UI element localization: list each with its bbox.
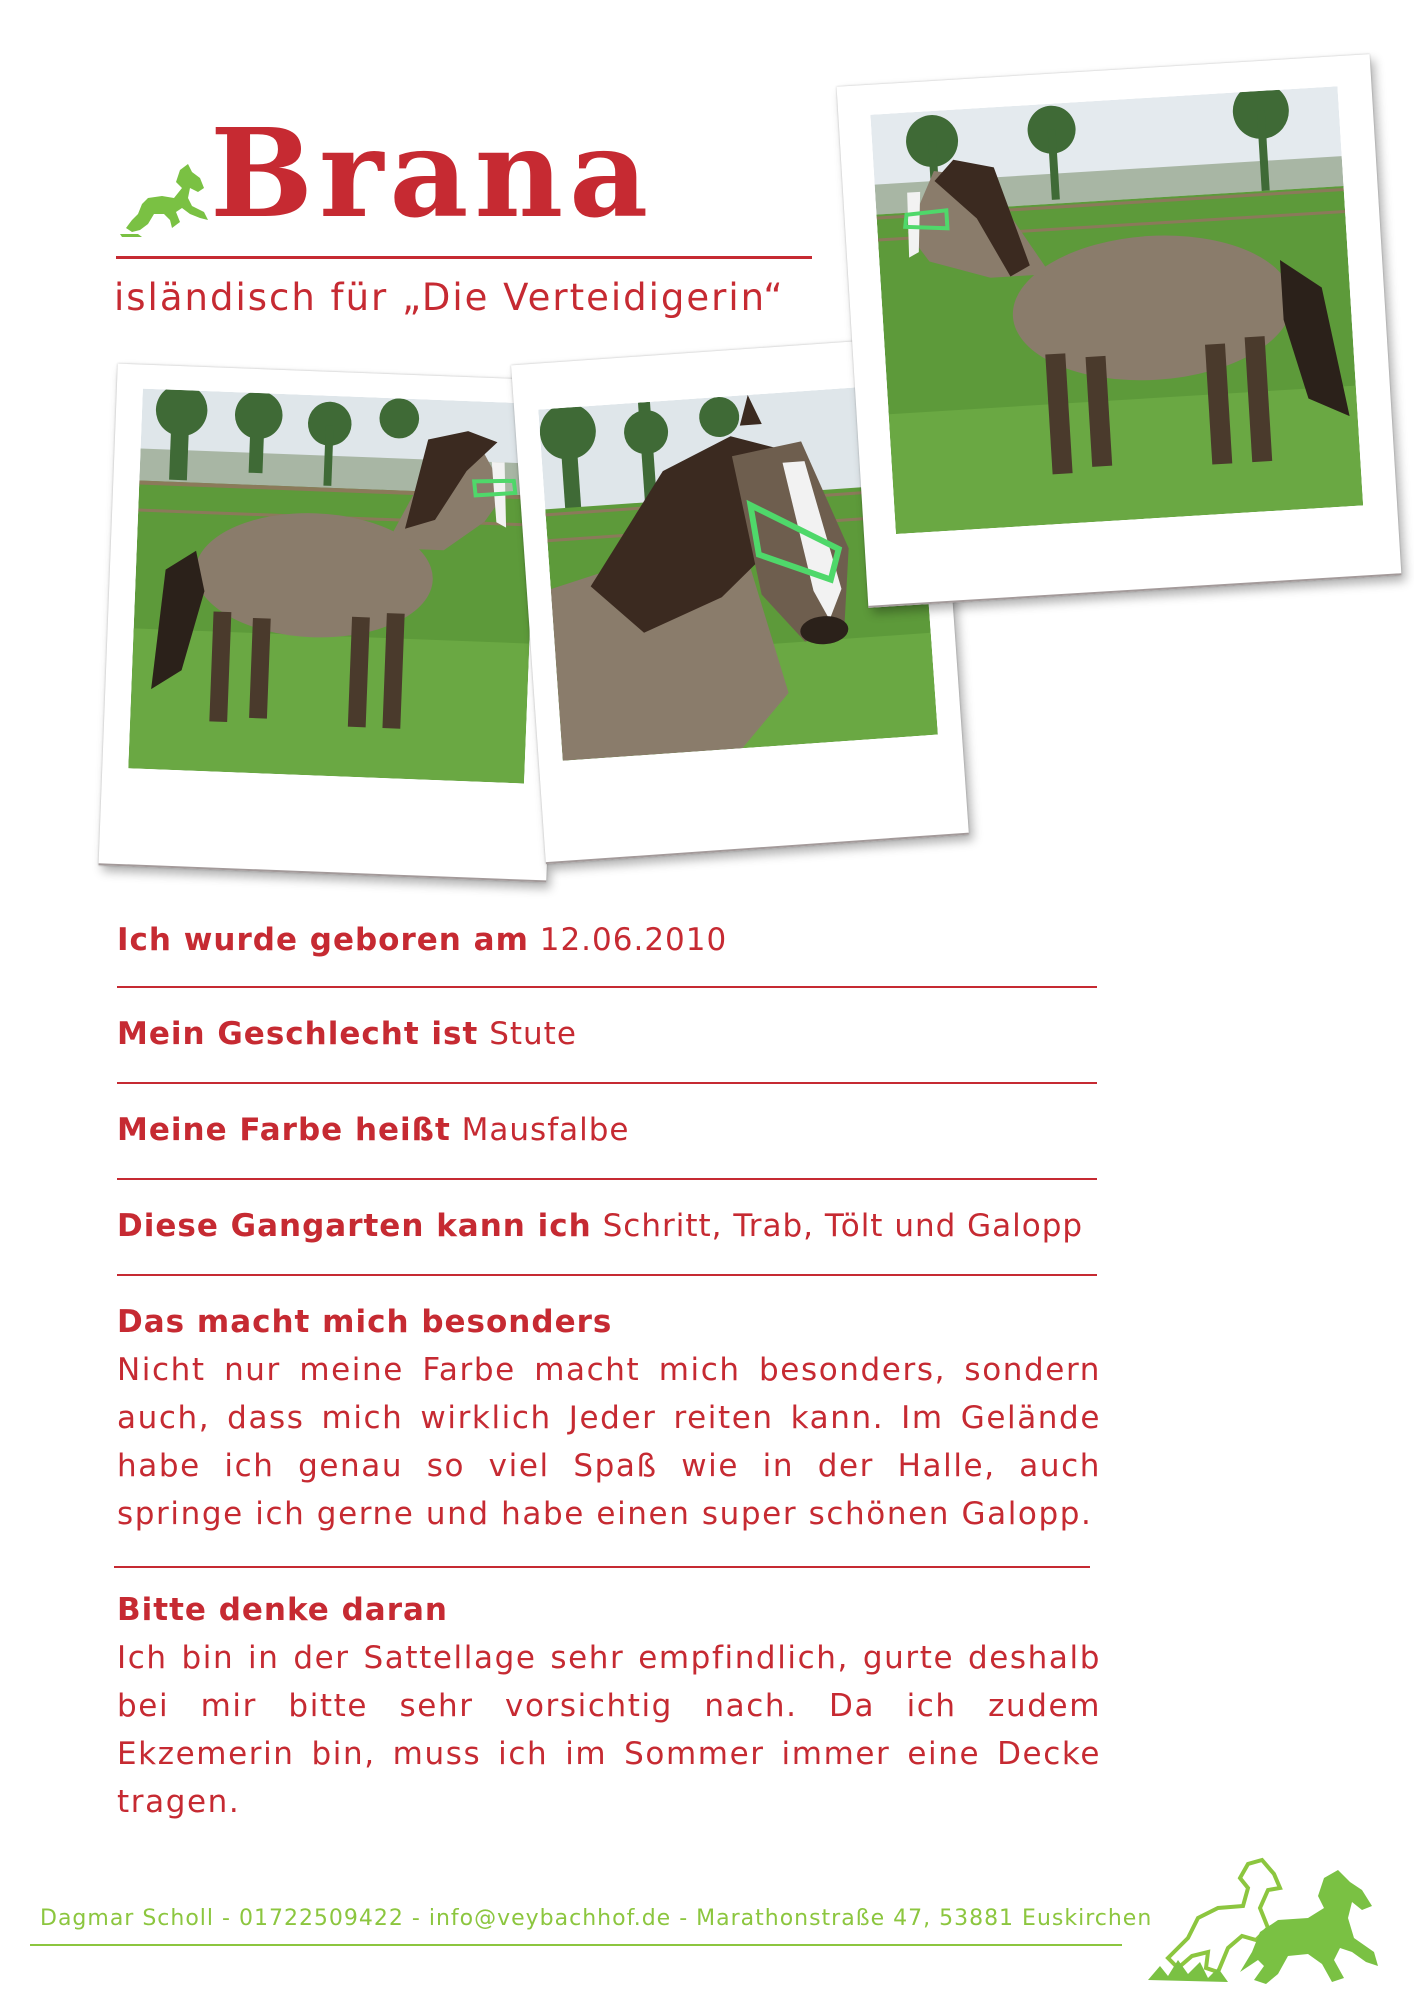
fact-gaits xyxy=(117,1206,1083,1246)
special-text: Nicht nur meine Farbe macht mich besonders, sondern auch, dass mich wirklich Jeder reiten kann. Im Gelände habe ich genau so viel Spaß wie in der Halle, auch springe ich gerne und habe einen super schönen Galopp. xyxy=(117,1352,1101,1532)
divider xyxy=(114,1566,1090,1568)
divider xyxy=(117,1178,1097,1180)
fact-birth-value: 12.06.2010 xyxy=(539,922,728,958)
footer-divider xyxy=(30,1944,1122,1946)
page-title: Brana xyxy=(210,101,655,245)
horses-logo-icon xyxy=(1148,1848,1384,1988)
note-heading: Bitte denke daran xyxy=(117,1592,448,1628)
fact-gaits-value: Schritt, Trab, Tölt und Galopp xyxy=(602,1208,1084,1244)
horse-logo-icon xyxy=(118,158,210,238)
horse-photo-side-view xyxy=(128,389,538,784)
fact-gender xyxy=(117,1014,577,1054)
fact-gender-label: Mein Geschlecht ist xyxy=(117,1016,479,1052)
fact-color-value: Mausfalbe xyxy=(461,1112,630,1148)
fact-birth-label: Ich wurde geboren am xyxy=(117,922,529,958)
horse-photo-standing-view xyxy=(870,86,1363,534)
note-text: Ich bin in der Sattellage sehr empfindlich, gurte deshalb bei mir bitte sehr vorsichtig nach. Da ich zudem Ekzemerin bin, muss ich im Sommer immer eine Decke tragen. xyxy=(117,1640,1101,1820)
polaroid-photo-side xyxy=(99,364,566,883)
footer-contact: Dagmar Scholl - 01722509422 - info@veybachhof.de - Marathonstraße 47, 53881 Euskirchen xyxy=(40,1906,1153,1931)
divider xyxy=(117,1082,1097,1084)
divider xyxy=(117,1274,1097,1276)
fact-color xyxy=(117,1110,629,1150)
fact-birth xyxy=(117,920,727,960)
divider xyxy=(117,986,1097,988)
polaroid-photo-standing xyxy=(837,54,1402,608)
fact-gaits-label: Diese Gangarten kann ich xyxy=(117,1208,592,1244)
fact-color-label: Meine Farbe heißt xyxy=(117,1112,451,1148)
fact-gender-value: Stute xyxy=(489,1016,577,1052)
title-divider xyxy=(116,256,812,259)
special-heading: Das macht mich besonders xyxy=(117,1304,613,1340)
page-subtitle: isländisch für „Die Verteidigerin“ xyxy=(114,276,785,319)
